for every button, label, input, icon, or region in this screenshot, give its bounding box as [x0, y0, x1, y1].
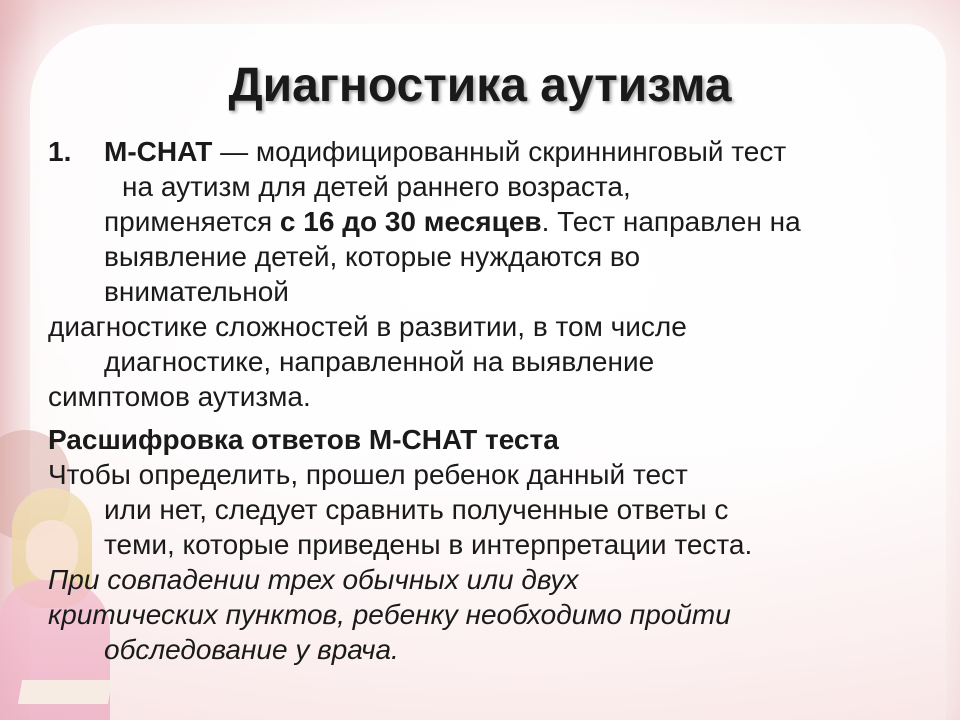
paragraph-recommendation-line1: При совпадении трех обычных или двух	[48, 564, 579, 595]
paragraph-interpretation-line1: Чтобы определить, прошел ребенок данный тест	[48, 459, 688, 490]
mchat-name: M-CHAT	[104, 136, 213, 167]
mchat-description-line2: на аутизм для детей раннего возраста,	[122, 171, 631, 202]
slide-title: Диагностика аутизма	[228, 59, 732, 112]
mchat-line3-post: . Тест направлен на	[541, 206, 801, 237]
paragraph-diagnostics-line3: симптомов аутизма.	[48, 381, 311, 412]
paragraph-recommendation-line2: критических пунктов, ребенку необходимо пройти	[48, 599, 731, 630]
mchat-description-line5: внимательной	[104, 276, 289, 307]
paragraph-interpretation	[48, 457, 928, 562]
mchat-description-line4: выявление детей, которые нуждаются во	[104, 241, 641, 272]
slide-content	[48, 134, 928, 667]
mchat-line3-pre: применяется	[104, 206, 280, 237]
section-subheading: Расшифровка ответов M-CHAT теста	[48, 424, 559, 455]
list-item-number: 1.	[48, 136, 72, 167]
paragraph-interpretation-line3: теми, которые приведены в интерпретации теста.	[104, 529, 753, 560]
paragraph-interpretation-line2: или нет, следует сравнить полученные ответы с	[104, 494, 729, 525]
mchat-description-line3	[104, 206, 801, 237]
mchat-description-line1: — модифицированный скриннинговый тест	[212, 136, 787, 167]
mchat-age-range: с 16 до 30 месяцев	[279, 206, 542, 237]
paragraph-recommendation	[48, 562, 928, 667]
paragraph-diagnostics-line2: диагностике, направленной на выявление	[104, 346, 655, 377]
list-item-mchat	[48, 134, 928, 309]
paragraph-diagnostics	[48, 309, 928, 379]
paragraph-diagnostics-line1: диагностике сложностей в развитии, в том числе	[48, 311, 687, 342]
paragraph-recommendation-line3: обследование у врача.	[104, 634, 399, 665]
photo-book	[18, 680, 112, 704]
